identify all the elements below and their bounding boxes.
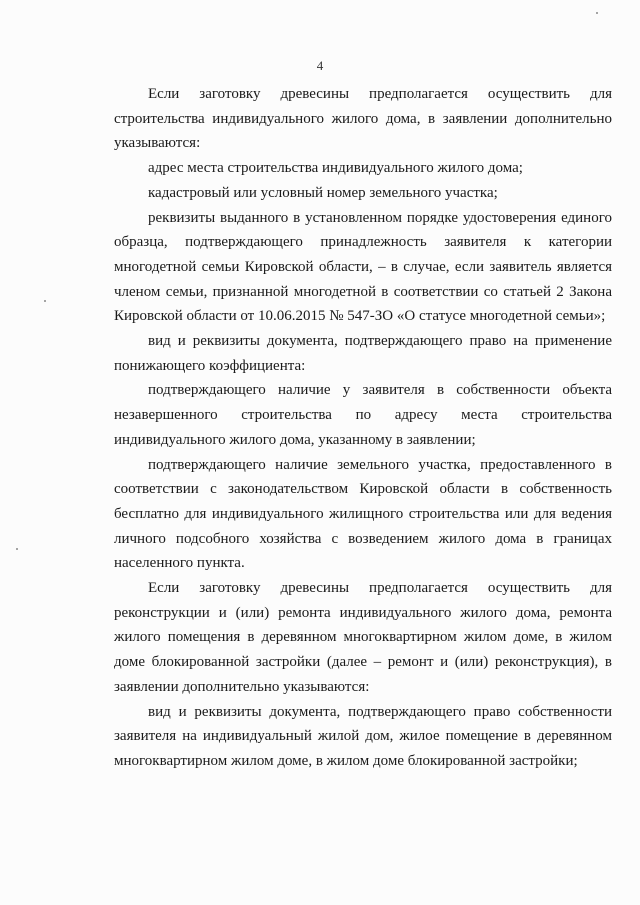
paragraph-construction-address: адрес места строительства индивидуального жилого дома;	[148, 160, 523, 177]
paragraph-construction-intro: Если заготовку древесины предполагается осуществить для строительства индивидуального жилого дома, в заявлении дополнительно указываются:	[114, 86, 612, 152]
scan-speck	[44, 300, 46, 302]
paragraph-unfinished-construction: подтверждающего наличие у заявителя в собственности объекта незавершенного строительства по адресу места строительства индивидуального жилого дома, указанному в заявлении;	[114, 382, 612, 448]
paragraph-ownership-document: вид и реквизиты документа, подтверждающего право собственности заявителя на индивидуальный жилой дом, жилое помещение в деревянном многоквартирном жилом доме, в жилом доме блокированной застройки;	[114, 703, 612, 769]
page-number: 4	[316, 58, 324, 73]
document-body	[114, 82, 612, 774]
scan-speck	[596, 12, 598, 14]
paragraph-land-plot: подтверждающего наличие земельного участка, предоставленного в соответствии с законодательством Кировской области в собственность бесплатно для индивидуального жилищного строительства или для ведения личного подсобного хозяйства с возведением жилого дома в границах населенного пункта.	[114, 456, 612, 572]
paragraph-large-family-certificate: реквизиты выданного в установленном порядке удостоверения единого образца, подтверждающего принадлежность заявителя к категории многодетной семьи Кировской области, – в случае, если заявитель является членом семьи, признанной многодетной в соответствии со статьей 2 Закона Кировской области от 10.06.2015 № 547-ЗО «О статусе многодетной семьи»;	[114, 209, 612, 325]
scan-speck	[16, 548, 18, 550]
paragraph-reducing-coefficient: вид и реквизиты документа, подтверждающего право на применение понижающего коэффициента:	[114, 333, 612, 374]
paragraph-reconstruction-intro: Если заготовку древесины предполагается осуществить для реконструкции и (или) ремонта индивидуального жилого дома, ремонта жилого помещения в деревянном многоквартирном жилом доме, в жилом доме блокированной застройки (далее – ремонт и (или) реконструкция), в заявлении дополнительно указываются:	[114, 580, 612, 695]
paragraph-cadastral-number: кадастровый или условный номер земельного участка;	[148, 184, 498, 201]
